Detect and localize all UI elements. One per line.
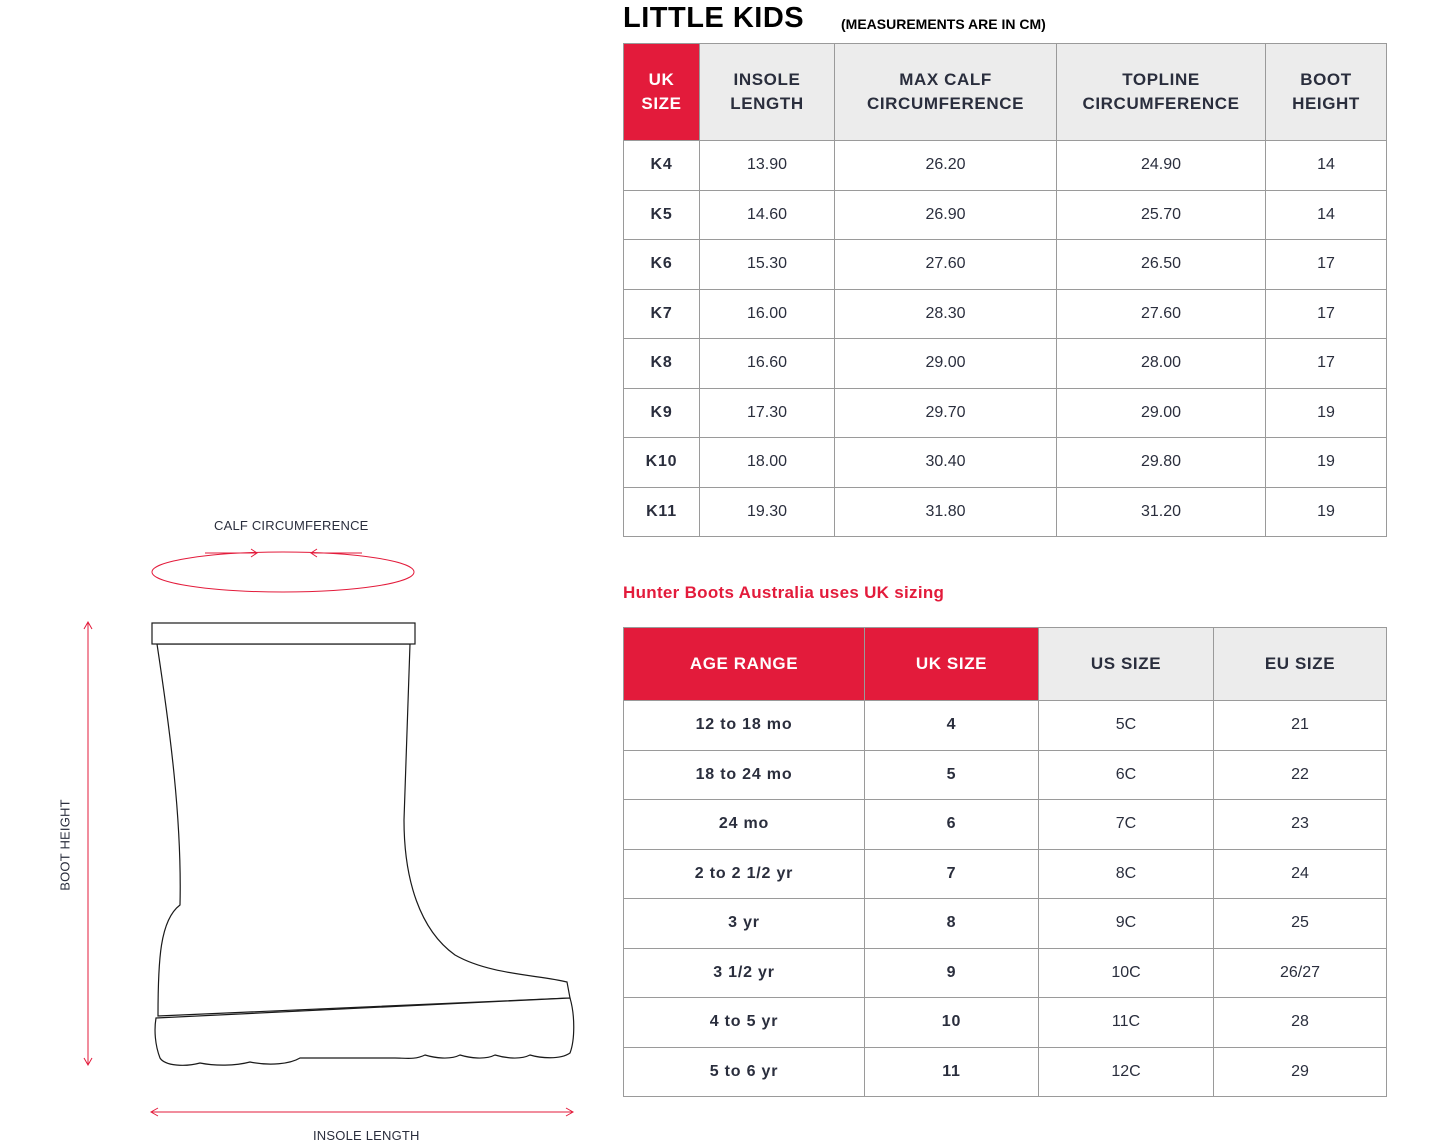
table-row [624,998,1387,1048]
table-row [624,438,1387,488]
uk-size-cell: K9 [624,388,700,438]
us-size-cell: 6C [1039,750,1214,800]
table-row [624,240,1387,290]
age-range-cell: 4 to 5 yr [624,998,865,1048]
us-size-cell: 8C [1039,849,1214,899]
uk-size-cell: K11 [624,487,700,537]
calf-arrow-right-icon [205,549,257,557]
insole-length-cell: 16.00 [700,289,835,339]
boot-outline-icon [152,623,574,1065]
uk-sizing-note: Hunter Boots Australia uses UK sizing [623,583,945,602]
calf-ellipse [152,552,414,592]
table-row [624,948,1387,998]
table-row [624,190,1387,240]
boot-height-cell: 17 [1266,289,1387,339]
calf-arrow-left-icon [311,549,362,557]
topline-cell: 25.70 [1057,190,1266,240]
max-calf-cell: 28.30 [835,289,1057,339]
boot-height-label: BOOT HEIGHT [57,799,73,891]
boot-height-cell: 19 [1266,388,1387,438]
table-row [624,487,1387,537]
column-header-eu-size: EU SIZE [1214,628,1387,701]
age-range-cell: 2 to 2 1/2 yr [624,849,865,899]
table-row [624,701,1387,751]
table-row [624,750,1387,800]
eu-size-cell: 25 [1214,899,1387,949]
size-conversion-table [623,627,1387,1097]
insole-length-cell: 14.60 [700,190,835,240]
eu-size-cell: 23 [1214,800,1387,850]
insole-length-cell: 18.00 [700,438,835,488]
size-table-header-row [624,44,1387,141]
eu-size-cell: 22 [1214,750,1387,800]
uk-size-cell: 9 [865,948,1039,998]
measurement-unit-note: (MEASUREMENTS ARE IN CM) [841,16,1046,32]
calf-circumference-indicator [152,549,414,592]
table-row [624,800,1387,850]
insole-length-indicator [151,1108,573,1116]
insole-length-cell: 17.30 [700,388,835,438]
uk-size-cell: 6 [865,800,1039,850]
table-row [624,849,1387,899]
us-size-cell: 10C [1039,948,1214,998]
column-header-uk-size: UK SIZE [624,44,700,141]
uk-size-cell: K8 [624,339,700,389]
boot-measurement-diagram [0,0,620,1147]
max-calf-cell: 31.80 [835,487,1057,537]
topline-cell: 28.00 [1057,339,1266,389]
topline-cell: 26.50 [1057,240,1266,290]
boot-height-cell: 17 [1266,339,1387,389]
max-calf-cell: 30.40 [835,438,1057,488]
boot-height-cell: 14 [1266,190,1387,240]
max-calf-cell: 29.70 [835,388,1057,438]
conversion-table-header-row [624,628,1387,701]
uk-size-cell: 7 [865,849,1039,899]
us-size-cell: 11C [1039,998,1214,1048]
uk-size-cell: 5 [865,750,1039,800]
uk-size-cell: 10 [865,998,1039,1048]
column-header-max-calf-circumference: MAX CALF CIRCUMFERENCE [835,44,1057,141]
age-range-cell: 3 yr [624,899,865,949]
boot-height-cell: 14 [1266,141,1387,191]
age-range-cell: 12 to 18 mo [624,701,865,751]
max-calf-cell: 26.90 [835,190,1057,240]
topline-cell: 24.90 [1057,141,1266,191]
us-size-cell: 12C [1039,1047,1214,1097]
us-size-cell: 7C [1039,800,1214,850]
max-calf-cell: 26.20 [835,141,1057,191]
uk-size-cell: K5 [624,190,700,240]
table-row [624,289,1387,339]
insole-length-cell: 13.90 [700,141,835,191]
column-header-boot-height: BOOT HEIGHT [1266,44,1387,141]
topline-cell: 31.20 [1057,487,1266,537]
topline-cell: 29.00 [1057,388,1266,438]
uk-size-cell: 8 [865,899,1039,949]
age-range-cell: 5 to 6 yr [624,1047,865,1097]
max-calf-cell: 27.60 [835,240,1057,290]
topline-cell: 29.80 [1057,438,1266,488]
boot-height-cell: 19 [1266,438,1387,488]
eu-size-cell: 24 [1214,849,1387,899]
us-size-cell: 9C [1039,899,1214,949]
age-range-cell: 24 mo [624,800,865,850]
column-header-uk-size: UK SIZE [865,628,1039,701]
eu-size-cell: 26/27 [1214,948,1387,998]
uk-size-cell: K6 [624,240,700,290]
boot-height-cell: 19 [1266,487,1387,537]
page-title: LITTLE KIDS [623,2,805,34]
table-row [624,388,1387,438]
uk-size-cell: K4 [624,141,700,191]
column-header-age-range: AGE RANGE [624,628,865,701]
table-row [624,899,1387,949]
eu-size-cell: 29 [1214,1047,1387,1097]
insole-length-cell: 15.30 [700,240,835,290]
uk-size-cell: K10 [624,438,700,488]
column-header-us-size: US SIZE [1039,628,1214,701]
uk-size-cell: 11 [865,1047,1039,1097]
uk-size-cell: K7 [624,289,700,339]
topline-cell: 27.60 [1057,289,1266,339]
age-range-cell: 3 1/2 yr [624,948,865,998]
age-range-cell: 18 to 24 mo [624,750,865,800]
column-header-insole-length: INSOLE LENGTH [700,44,835,141]
table-row [624,339,1387,389]
boot-height-indicator [84,622,92,1065]
eu-size-cell: 28 [1214,998,1387,1048]
table-row [624,141,1387,191]
us-size-cell: 5C [1039,701,1214,751]
little-kids-size-table [623,43,1387,537]
boot-height-cell: 17 [1266,240,1387,290]
uk-size-cell: 4 [865,701,1039,751]
column-header-topline-circumference: TOPLINE CIRCUMFERENCE [1057,44,1266,141]
max-calf-cell: 29.00 [835,339,1057,389]
insole-length-label: INSOLE LENGTH [313,1128,420,1143]
table-row [624,1047,1387,1097]
calf-circumference-label: CALF CIRCUMFERENCE [214,518,369,533]
insole-length-cell: 19.30 [700,487,835,537]
eu-size-cell: 21 [1214,701,1387,751]
insole-length-cell: 16.60 [700,339,835,389]
